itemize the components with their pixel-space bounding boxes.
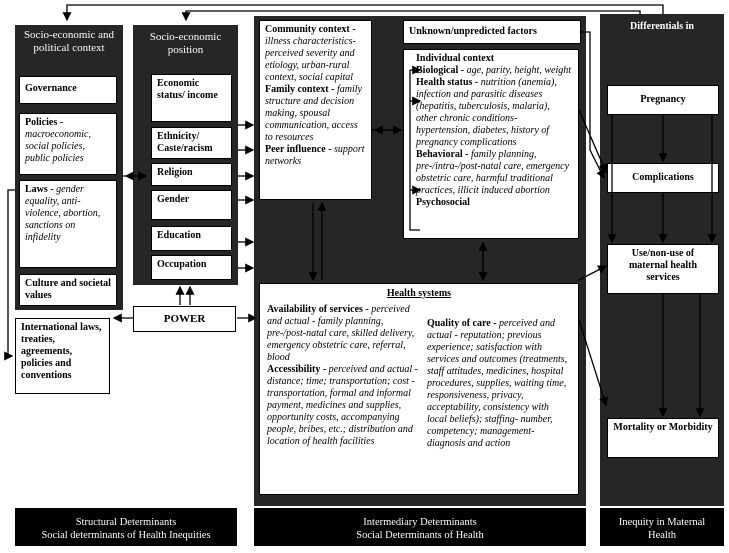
- footer-inequity-line2: Health: [648, 530, 676, 541]
- footer-intermediary-line2: Social Determinants of Health: [356, 530, 484, 541]
- position-header: Socio-economic position: [149, 31, 222, 56]
- family-text: family structure and decision making, spousal communication, access to resources: [265, 84, 362, 143]
- availability-title: Availability of services -: [267, 304, 369, 315]
- international-box: International laws, treaties, agreements, policies and conventions: [15, 318, 110, 394]
- health-status-text: nutrition (anemia), infection and parasitic diseases (hepatitis, tuberculosis, malaria), other chronic conditions- hypertension, diabetes, history of pregnancy complications: [416, 77, 557, 148]
- feedback-loop-arrow: [67, 5, 663, 20]
- power-box: POWER: [133, 306, 236, 332]
- community-title: Community context -: [265, 24, 356, 35]
- laws-title: Laws -: [25, 184, 54, 195]
- biological-title: Biological -: [416, 65, 465, 76]
- use-nonuse-box: Use/non-use of maternal health services: [607, 244, 719, 294]
- accessibility-text: perceived and actual - distance; time; transportation; cost - transportation, formal and informal payment, medicines and supplies, opportunity costs, accompanying people, bribes, etc.; distribution and location of health facilities: [267, 364, 418, 447]
- complications-box: Complications: [607, 163, 719, 193]
- community-text: illness characteristics- perceived severity and etiology, urban-rural context, social capital: [265, 36, 356, 83]
- gender-box: Gender: [151, 190, 232, 220]
- quality-title: Quality of care -: [426, 318, 497, 329]
- occupation-box: Occupation: [151, 255, 232, 280]
- peer-title: Peer influence -: [265, 144, 332, 155]
- governance-box: Governance: [19, 76, 117, 104]
- family-title: Family context -: [265, 84, 335, 95]
- biological-text: age, parity, height, weight: [466, 65, 571, 76]
- economic-status-box: Economic status/ income: [151, 74, 232, 122]
- behavioral-title: Behavioral -: [416, 149, 469, 160]
- health-status-title: Health status -: [416, 77, 479, 88]
- religion-box: Religion: [151, 163, 232, 186]
- footer-intermediary-line1: Intermediary Determinants: [363, 517, 477, 528]
- feedback-loop-arrow-2: [186, 11, 640, 20]
- health-systems-title: Health systems: [386, 288, 452, 299]
- structural-header: Socio-economic and political context: [23, 29, 115, 54]
- ethnicity-box: Ethnicity/ Caste/racism: [151, 127, 232, 159]
- accessibility-title: Accessibility -: [267, 364, 327, 375]
- policies-title: Policies -: [25, 117, 64, 128]
- pregnancy-box: Pregnancy: [607, 85, 719, 115]
- differentials-header: Differentials in: [630, 21, 694, 32]
- footer-structural-line1: Structural Determinants: [75, 517, 177, 528]
- footer-inequity-line1: Inequity in Maternal: [618, 517, 706, 528]
- policies-text: macroeconomic, social policies, public policies: [25, 129, 91, 164]
- culture-box: Culture and societal values: [19, 274, 117, 306]
- peer-text: support networks: [265, 144, 365, 167]
- laws-text: gender equality, anti-violence, abortion, sanctions on infidelity: [25, 184, 101, 243]
- unknown-factors-box: Unknown/unpredicted factors: [403, 20, 581, 44]
- education-box: Education: [151, 226, 232, 251]
- behavioral-text: family planning, pre-/intra-/post-natal care, emergency obstetric care, harmful traditional practices, illicit induced abortion: [416, 149, 570, 196]
- mortality-box: Mortality or Morbidity: [607, 418, 719, 458]
- quality-text: perceived and actual - reputation; previous experience; satisfaction with services and outcomes (treatments, staff attitudes, medicines, hospital procedures, supplies, waiting time, responsiveness, privacy, acceptability, consistency with local beliefs); staffing- number, competency; management- diagnosis and action: [426, 318, 568, 449]
- individual-title: Individual context: [416, 53, 495, 64]
- spine-arrow: [8, 190, 15, 356]
- footer-structural-line2: Social determinants of Health Inequities: [41, 530, 211, 541]
- psychosocial-label: Psychosocial: [416, 197, 470, 208]
- availability-text: perceived and actual - family planning, pre-/post-natal care, skilled delivery, emergency obstetric care, referral, blood: [267, 304, 415, 363]
